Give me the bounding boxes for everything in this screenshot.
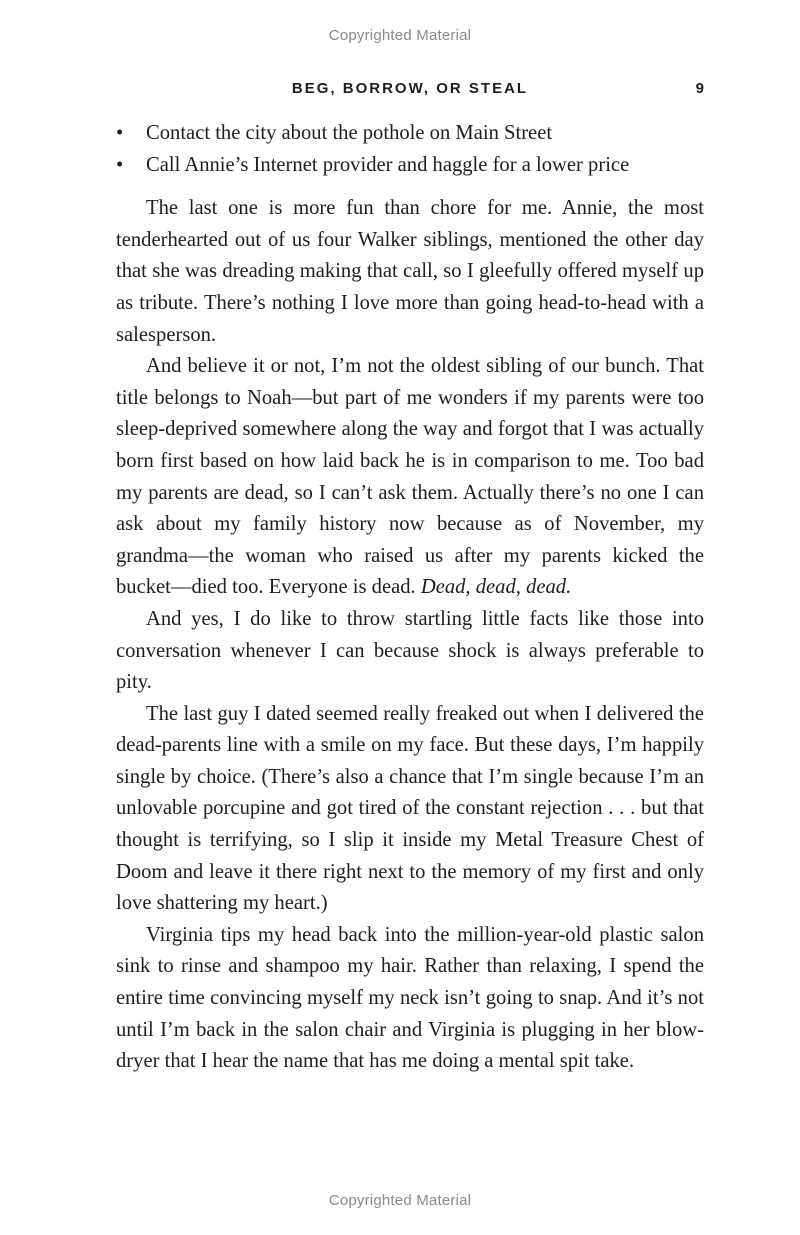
page-number: 9 <box>695 80 704 97</box>
running-title: BEG, BORROW, OR STEAL <box>291 80 529 97</box>
italic-phrase: Dead, dead, dead. <box>420 576 572 599</box>
paragraph: The last one is more fun than chore for me. Annie, the most tenderhearted out of us four Walker siblings, mentioned the other day that she was dreading making that call, so I gleefully offered myself up as tribute. There’s nothing I love more than going head-to-head with a salesperson. <box>116 197 704 346</box>
copyright-watermark-bottom: Copyrighted Material <box>328 1192 472 1209</box>
page-body <box>116 118 704 1078</box>
paragraph: And yes, I do like to throw startling little facts like those into conversation whenever I can because shock is always preferable to pity. <box>116 607 704 694</box>
running-header <box>116 80 704 102</box>
bullet-item: • Contact the city about the pothole on Main Street <box>116 118 704 150</box>
bullet-item: • Call Annie’s Internet provider and haggle for a lower price <box>116 150 704 182</box>
bullet-list <box>116 118 704 181</box>
paragraph: Virginia tips my head back into the million-year-old plastic salon sink to rinse and shampoo my hair. Rather than relaxing, I spend the entire time convincing myself my neck isn’t going to snap. And it’s not until I’m back in the salon chair and Virginia is plugging in her blow-dryer that I hear the name that has me doing a mental spit take. <box>116 923 704 1073</box>
copyright-watermark-top: Copyrighted Material <box>328 27 472 44</box>
paragraph-text: And believe it or not, I’m not the oldest sibling of our bunch. That title belongs to Noah—but part of me wonders if my parents were too sleep-deprived somewhere along the way and forgot that I was actually born first based on how laid back he is in comparison to me. Too bad my parents are dead, so I can’t ask them. Actually there’s no one I can ask about my family history now because as of November, my grandma—the woman who raised us after my parents kicked the bucket—died too. Everyone is dead. <box>116 355 704 599</box>
paragraph: The last guy I dated seemed really freaked out when I delivered the dead-parents line with a smile on my face. But these days, I’m happily single by choice. (There’s also a chance that I’m single because I’m an unlovable porcupine and got tired of the constant rejection . . . but that thought is terrifying, so I slip it inside my Metal Treasure Chest of Doom and leave it there right next to the memory of my first and only love shattering my heart.) <box>116 702 704 915</box>
paragraph <box>116 351 704 604</box>
